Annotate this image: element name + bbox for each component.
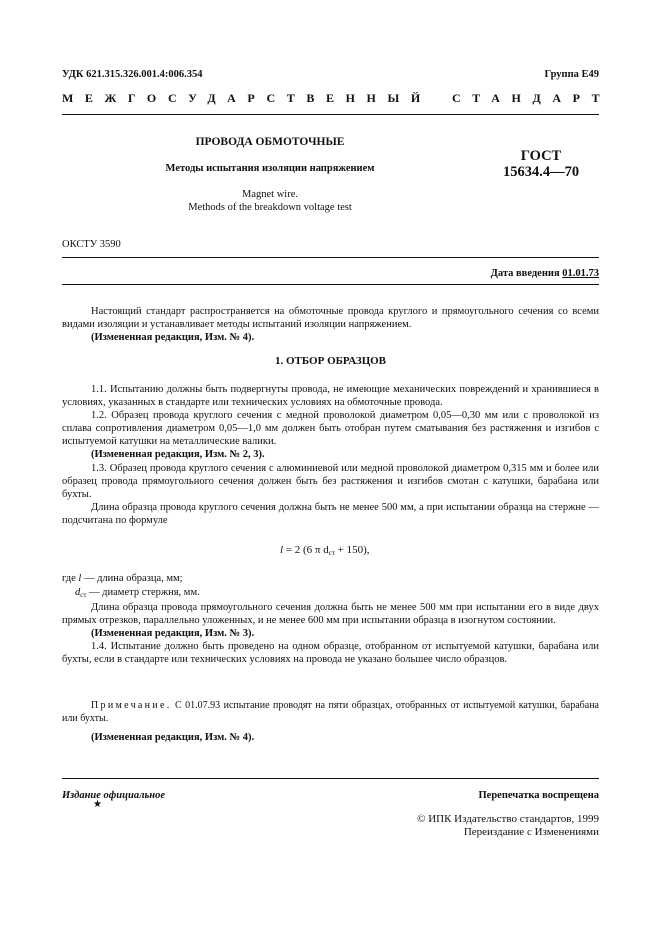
formula-mid: = 2 (6 π d bbox=[285, 544, 329, 556]
section1-block-b bbox=[62, 601, 599, 666]
formula-l: l bbox=[280, 544, 284, 556]
okstu-rule bbox=[62, 257, 599, 258]
note bbox=[62, 699, 599, 725]
note-block bbox=[62, 699, 599, 725]
intro-date bbox=[491, 267, 599, 280]
reissue-note: Переиздание с Изменениями bbox=[463, 826, 599, 838]
para-length: Длина образца провода круглого сечения должна быть не менее 500 мм, а при испытании образца на стержне — подсчитана по формуле bbox=[62, 501, 599, 526]
gost-number: 15634.4—70 bbox=[502, 164, 580, 180]
intro-date-label: Дата введения bbox=[490, 268, 560, 279]
amendment-3: (Измененная редакция, Изм. № 3). bbox=[91, 628, 255, 640]
final-amend-block bbox=[62, 731, 599, 744]
where-d-sub: ст bbox=[80, 591, 87, 599]
where-d-line bbox=[75, 587, 200, 599]
banner-left: МЕЖГОСУДАРСТВЕННЫЙ bbox=[62, 91, 432, 105]
para-1-4: 1.4. Испытание должно быть проведено на одном образце, отобранном от испытуемой катушки, барабана или бухты, если в стандарте или технических условиях на провода не указано большее число образцов. bbox=[62, 641, 599, 666]
para-1-1: 1.1. Испытанию должны быть подвергнуты провода, не имеющие механических повреждений и хранившиеся в условиях, указанных в стандарте или технических условиях на обмоточные провода. bbox=[62, 384, 599, 409]
udc-code: УДК 621.315.326.001.4:006.354 bbox=[62, 69, 203, 80]
title-sub: Методы испытания изоляции напряжением bbox=[165, 163, 375, 174]
title-main: ПРОВОДА ОБМОТОЧНЫЕ bbox=[195, 136, 345, 148]
where-l-line bbox=[62, 573, 183, 584]
header-rule bbox=[62, 114, 599, 115]
where-d-text: — диаметр стержня, мм. bbox=[89, 587, 200, 598]
footer-rule bbox=[62, 778, 599, 779]
para-rect: Длина образца провода прямоугольного сечения должна быть не менее 500 мм при испытании его в виде двух прямых отрезков, параллельно уложенных, и не менее 600 мм при испытании образца в изогнутом состоянии. bbox=[62, 602, 599, 627]
intro-block bbox=[62, 305, 599, 344]
intro-amendment: (Измененная редакция, Изм. № 4). bbox=[91, 332, 255, 344]
intro-text: Настоящий стандарт распространяется на обмоточные провода круглого и прямоугольного сечения со всеми видами изоляции и устанавливает методы испытаний изоляции напряжением. bbox=[62, 306, 599, 331]
amendment-2-3: (Измененная редакция, Изм. № 2, 3). bbox=[91, 449, 265, 461]
gost-label: ГОСТ bbox=[520, 148, 562, 164]
okstu-code: ОКСТУ 3590 bbox=[62, 239, 121, 250]
copyright: © ИПК Издательство стандартов, 1999 bbox=[417, 813, 599, 825]
star-icon: ★ bbox=[93, 799, 102, 810]
section-heading: 1. ОТБОР ОБРАЗЦОВ bbox=[274, 355, 387, 367]
date-rule bbox=[62, 284, 599, 285]
group-code: Группа Е49 bbox=[544, 69, 599, 80]
official-edition: Издание официальное bbox=[62, 790, 166, 801]
where-word: где bbox=[62, 573, 76, 584]
para-1-3: 1.3. Образец провода круглого сечения с алюминиевой или медной проволокой диаметром 0,315 мм и более или образец провода прямоугольного сечения должен быть без растяжения и изгибов смотан с катушки, барабана или бухты. bbox=[62, 462, 599, 500]
formula-end: + 150), bbox=[337, 544, 370, 556]
section1-block-a bbox=[62, 383, 599, 527]
formula bbox=[280, 544, 370, 557]
reprint-notice: Перепечатка воспрещена bbox=[478, 790, 599, 801]
title-en-2: Methods of the breakdown voltage test bbox=[188, 202, 352, 213]
where-d-symbol: d bbox=[75, 587, 81, 598]
intro-date-value: 01.01.73 bbox=[562, 268, 599, 279]
note-label: Примечание. bbox=[91, 700, 172, 711]
para-1-2: 1.2. Образец провода круглого сечения с медной проволокой диаметром 0,05—0,30 мм или с проволокой из сплава сопротивления диаметром 0,05—1,0 мм должен быть отобран путем сматывания без растяжения и изгибов с испытуемой катушки на металлические валики. bbox=[62, 410, 599, 448]
where-l-symbol: l bbox=[78, 573, 82, 584]
amendment-4: (Измененная редакция, Изм. № 4). bbox=[91, 732, 255, 743]
banner-right: СТАНДАРТ bbox=[452, 91, 612, 105]
title-en-1: Magnet wire. bbox=[242, 189, 298, 200]
where-l-text: — длина образца, мм; bbox=[83, 573, 183, 584]
formula-sub: ст bbox=[328, 549, 335, 557]
note-text: С 01.07.93 испытание проводят на пяти образцах, отобранных от испытуемой катушки, барабана или бухты. bbox=[62, 700, 599, 725]
